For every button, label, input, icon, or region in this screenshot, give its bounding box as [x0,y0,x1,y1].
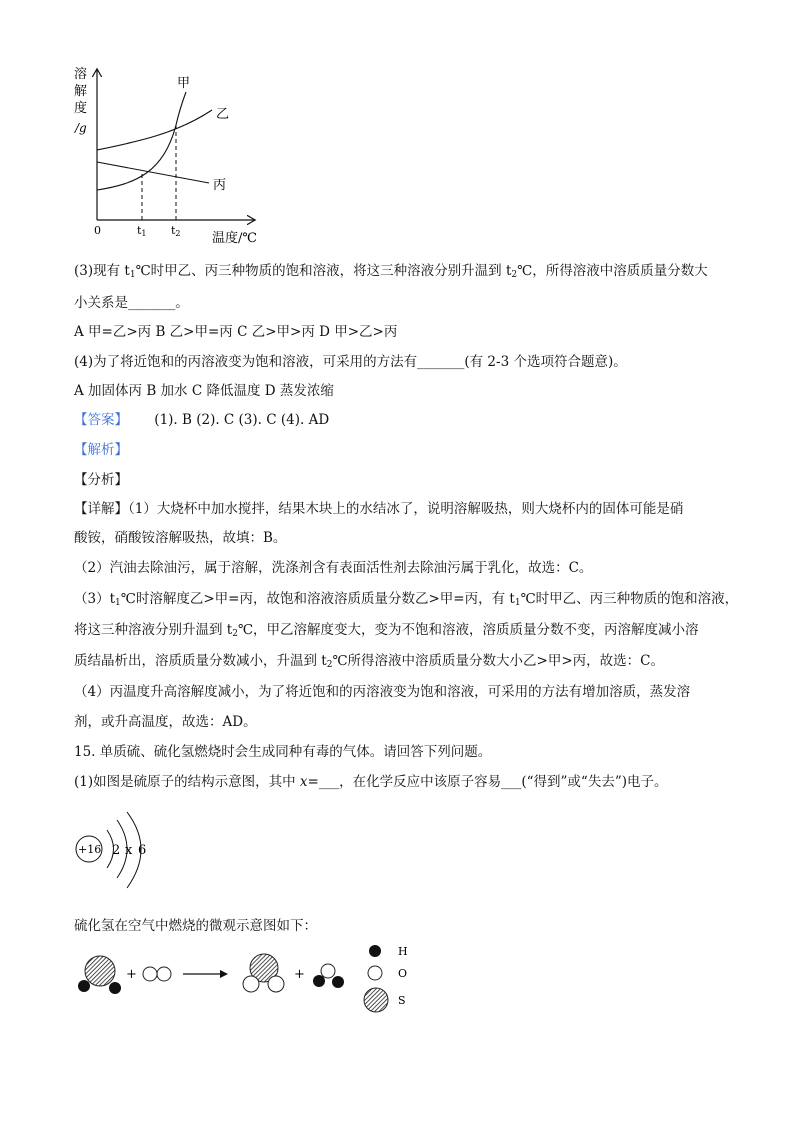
detail-p1a: 【详解】（1）大烧杯中加水搅拌，结果木块上的水结冰了，说明溶解吸热，则大烧杯内的固体可能是硝 [74,501,684,517]
so2-molecule [243,954,284,992]
t2-label: t2 [171,224,181,238]
q4-line1: (4)为了将近饱和的丙溶液变为饱和溶液，可采用的方法有_______(有 2-3 个选项符合题意)。 [74,354,627,370]
q3-options: A 甲=乙>丙 B 乙>甲=丙 C 乙>甲>丙 D 甲>乙>丙 [74,324,398,340]
plus-sign-2: + [294,967,305,982]
reaction-arrow [183,970,228,978]
answer-label: 【答案】 [74,412,128,428]
atom-shell2-count: x [125,843,133,858]
detail-p1b: 酸铵，硝酸铵溶解吸热，故填：B。 [74,530,287,546]
atom-shell1-count: 2 [112,843,121,858]
fenxi-label: 【分析】 [74,472,128,488]
curve-yi [97,110,212,150]
graph-ylabel-3: 度 [74,101,88,116]
analysis-label: 【解析】 [74,442,128,458]
graph-origin: 0 [94,224,101,237]
detail-p3a: $(3)t_1℃$时溶解度乙>甲=丙，故饱和溶液溶质质量分数乙>甲=丙，有 $t_1℃$时甲乙、丙三种物质的饱和溶液， [74,591,739,608]
plus-sign-1: + [126,967,137,982]
detail-p3b: 将这三种溶液分别升温到 $t_2℃$，甲乙溶解度变大，变为不饱和溶液，溶质质量分数不变，丙溶解度减小溶 [74,622,699,639]
atom-shell3-count: 6 [138,843,147,858]
q15-sub1: (1)如图是硫原子的结构示意图，其中 x=___，在化学反应中该原子容易___(“得到”或“失去”)电子。 [74,774,668,790]
sulfur-atom-diagram [70,808,180,892]
label-yi: 乙 [216,107,230,122]
detail-p3c: 质结晶析出，溶质质量分数减小，升温到 $t_2℃$所得溶液中溶质质量分数大小乙>甲>丙，故选：C。 [74,653,665,670]
reaction-diagram [70,938,430,1022]
q3-line2: 小关系是_______。 [74,295,189,311]
answer-line [74,411,329,429]
label-jia: 甲 [177,76,191,91]
legend-s-icon [364,988,388,1012]
graph-ylabel-1: 溶 [74,67,88,82]
atom-nucleus-label: +16 [78,843,102,856]
answer-text: (1). B (2). C (3). C (4). AD [154,412,330,428]
legend-o-icon [368,966,382,980]
q4-options: A 加固体丙 B 加水 C 降低温度 D 蒸发浓缩 [74,383,334,399]
legend-h-label: H [398,945,408,958]
legend-h-icon [369,945,381,957]
detail-p2: （2）汽油去除油污，属于溶解，洗涤剂含有表面活性剂去除油污属于乳化，故选：C。 [74,560,593,576]
detail-label: 【详解】 [74,501,128,517]
curve-bing [97,162,209,183]
legend [364,945,408,1012]
solubility-graph [66,62,266,250]
label-bing: 丙 [213,178,227,193]
q15-title: 15. 单质硫、硫化氢燃烧时会生成同种有毒的气体。请回答下列问题。 [74,744,492,760]
h2o-molecule [313,964,344,988]
h2s-molecule [78,956,121,994]
legend-s-label: S [398,994,406,1007]
graph-xlabel: 温度/℃ [212,231,257,246]
legend-o-label: O [398,967,408,980]
detail-p4b: 剂，或升高温度，故选：AD。 [74,714,257,730]
o2-molecule [143,967,171,981]
t1-label: t1 [137,224,147,238]
detail-p4a: （4）丙温度升高溶解度减小，为了将近饱和的丙溶液变为饱和溶液，可采用的方法有增加溶质，蒸发溶 [74,684,691,700]
graph-ylabel-unit: /g [75,121,87,135]
reaction-intro: 硫化氢在空气中燃烧的微观示意图如下： [74,918,317,934]
q3-line1: (3)现有 $t_1℃$时甲乙、丙三种物质的饱和溶液，将这三种溶液分别升温到 $t_2℃$，所得溶液中溶质质量分数大 [74,263,708,280]
graph-ylabel-2: 解 [74,84,88,99]
